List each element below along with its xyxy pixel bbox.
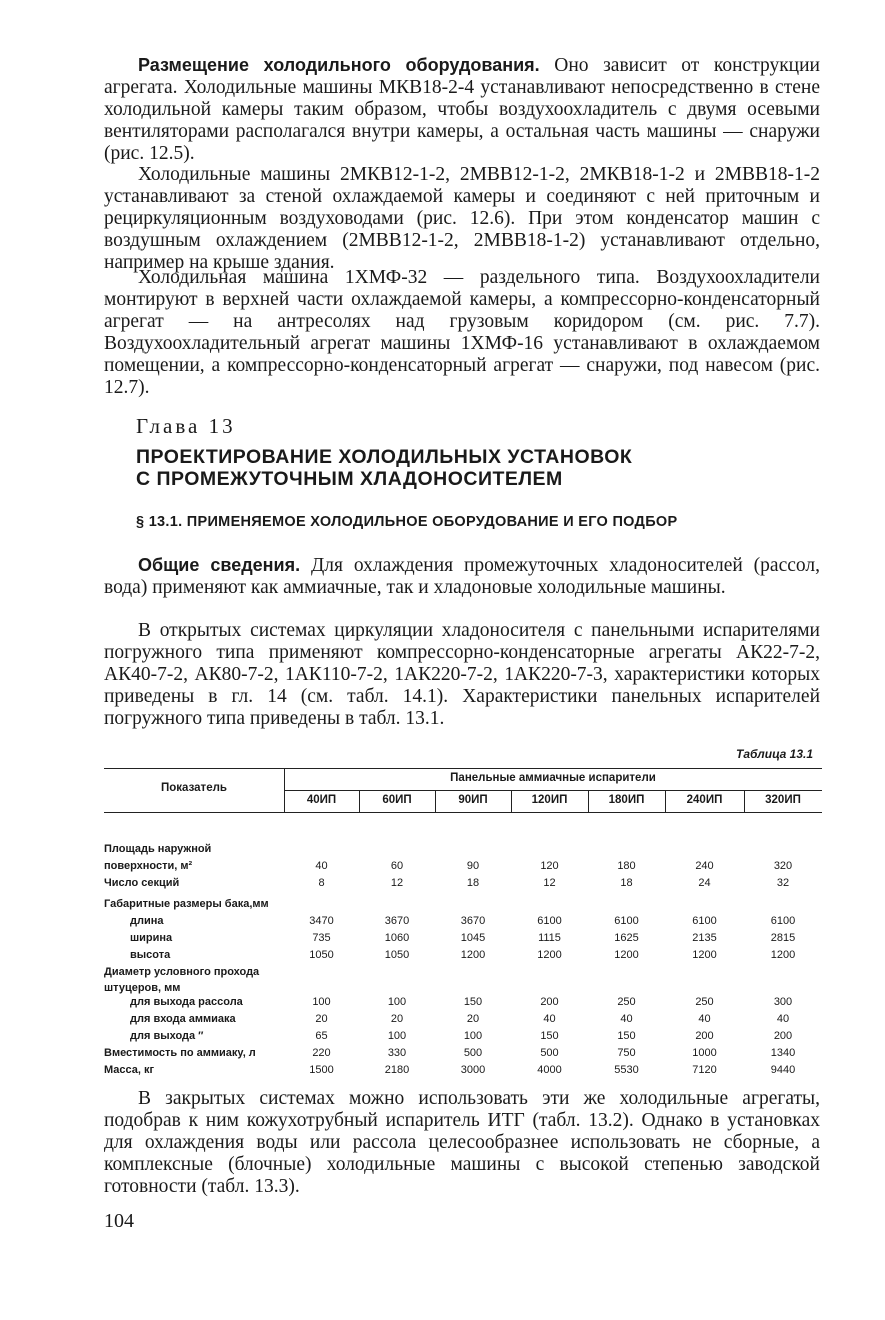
table-cell: 90	[466, 860, 480, 872]
table-cell: 1050	[384, 949, 410, 961]
table-cell: 320	[773, 860, 793, 872]
table-row-label: для выхода рассола	[130, 996, 243, 1008]
table-top-rule	[104, 768, 822, 769]
table-cell: 1200	[770, 949, 796, 961]
table-cell: 735	[312, 932, 331, 944]
table-cell: 100	[387, 996, 407, 1008]
table-row-label: Диаметр условного прохода	[104, 966, 260, 978]
table-cell: 40	[776, 1013, 790, 1025]
table-col-header: 180ИП	[608, 794, 645, 806]
table-group-header: Панельные аммиачные испарители	[450, 772, 656, 784]
table-row	[104, 1047, 822, 1064]
table-cell: 200	[540, 996, 559, 1008]
table-group-rule	[284, 790, 822, 791]
table-cell: 9440	[770, 1064, 796, 1076]
table-cell: 220	[312, 1047, 331, 1059]
table-row	[104, 915, 822, 932]
table-cell: 1200	[460, 949, 486, 961]
table-cell: 6100	[692, 915, 717, 927]
table-row	[104, 1030, 822, 1047]
table-cell: 1625	[614, 932, 639, 944]
table-cell: 3470	[309, 915, 334, 927]
table-cell: 150	[463, 996, 483, 1008]
table-cell: 3670	[460, 915, 486, 927]
paragraph-lead: Размещение холодильного оборудования.	[138, 55, 540, 75]
chapter-title	[136, 446, 836, 490]
table-cell: 12	[543, 877, 556, 889]
table-cell: 1500	[309, 1064, 334, 1076]
table-cell: 60	[390, 860, 404, 872]
paragraph-text: Оно зависит от конструкции агрегата. Холодильные машины МКВ18-2-4 устанавливают непосредственно в стене холодильной камеры таким образом, чтобы воздухоохладитель с двумя осевыми вентиляторами располагался внутри камеры, а остальная часть машины — снаружи (рис. 12.5).	[104, 55, 820, 164]
table-caption: Таблица 13.1	[736, 747, 814, 761]
table-row-label: высота	[130, 949, 171, 961]
table-cell: 120	[540, 860, 559, 872]
table-row	[104, 932, 822, 949]
table-cell: 2135	[692, 932, 717, 944]
table-cell: 20	[315, 1013, 328, 1025]
paragraph-open-systems: В открытых системах циркуляции хладоносителя с панельными испарителями погружного типа применяют компрессорно-конденсаторные агрегаты АК22-7-2, АК40-7-2, АК80-7-2, 1АК110-7-2, 1АК220-7-2, 1АК220-7-3, характеристики которых приведены в гл. 14 (см. табл. 14.1). Характеристики панельных испарителей погружного типа приведены в табл. 13.1.	[104, 620, 820, 729]
paragraph-lead: Общие сведения.	[138, 555, 301, 575]
table-cell: 1060	[384, 932, 410, 944]
table-cell: 40	[698, 1013, 711, 1025]
table-row	[104, 843, 822, 860]
paragraph-equipment-placement	[104, 54, 820, 165]
table-cell: 1340	[770, 1047, 796, 1059]
table-cell: 750	[617, 1047, 636, 1059]
table-header-bottom-rule	[104, 812, 822, 813]
table-row-label: Число секций	[104, 877, 180, 889]
table-cell: 18	[620, 877, 633, 889]
paragraph-machine-1hmf: Холодильная машина 1ХМФ-32 — раздельного типа. Воздухоохладители монтируют в верхней части охлаждаемой камеры, а компрессорно-конденсаторный агрегат — на антресолях над грузовым коридором (см. рис. 7.7). Воздухоохладительный агрегат машины 1ХМФ-16 устанавливают в охлаждаемом помещении, а компрессорно-конденсаторный агрегат — снаружи, под навесом (рис. 12.7).	[104, 267, 820, 398]
table-col-label: Показатель	[161, 782, 227, 794]
table-cell: 100	[312, 996, 331, 1008]
table-cell: 18	[466, 877, 480, 889]
table-row	[104, 996, 822, 1013]
paragraph-machines-2mkv: Холодильные машины 2МКВ12-1-2, 2МВВ12-1-2, 2МКВ18-1-2 и 2МВВ18-1-2 устанавливают за стеной охлаждаемой камеры и соединяют с ней приточным и рециркуляционным воздуховодами (рис. 12.6). При этом конденсатор машин с воздушным охлаждением (2МВВ12-1-2, 2МВВ18-1-2) устанавливают отдельно, например на крыше здания.	[104, 164, 820, 273]
paragraph-general-info	[104, 554, 820, 599]
table-cell: 40	[620, 1013, 633, 1025]
table-cell: 240	[695, 860, 714, 872]
table-row	[104, 877, 822, 894]
table-cell: 1200	[692, 949, 717, 961]
table-row-label: для выхода ″	[130, 1030, 204, 1042]
table-cell: 500	[463, 1047, 483, 1059]
table-row-label: длина	[130, 915, 164, 927]
page-number: 104	[104, 1210, 134, 1232]
table-row-label: Масса, кг	[104, 1064, 155, 1076]
table-cell: 6100	[537, 915, 562, 927]
section-title: § 13.1. ПРИМЕНЯЕМОЕ ХОЛОДИЛЬНОЕ ОБОРУДОВАНИЕ И ЕГО ПОДБОР	[136, 514, 678, 530]
table-cell: 6100	[770, 915, 796, 927]
paragraph-text: Для охлаждения промежуточных хладоносителей (рассол, вода) применяют как аммиачные, так и хладоновые холодильные машины.	[104, 555, 820, 598]
table-cell: 12	[390, 877, 404, 889]
chapter-title-line-1: ПРОЕКТИРОВАНИЕ ХОЛОДИЛЬНЫХ УСТАНОВОК	[136, 446, 633, 468]
table-col-header: 40ИП	[306, 794, 337, 806]
table-col-header: 320ИП	[765, 794, 801, 806]
table-cell: 100	[387, 1030, 407, 1042]
table-cell: 150	[540, 1030, 559, 1042]
table-cell: 1115	[538, 932, 561, 944]
table-row	[104, 860, 822, 877]
table-col-header: 60ИП	[382, 794, 412, 806]
table-row	[104, 1064, 822, 1081]
table-cell: 1200	[537, 949, 562, 961]
table-cell: 1045	[460, 932, 486, 944]
table-col-header: 120ИП	[531, 794, 568, 806]
table-cell: 330	[387, 1047, 407, 1059]
table-cell: 1050	[309, 949, 334, 961]
table-row-label: ширина	[130, 932, 173, 944]
table-cell: 7120	[692, 1064, 717, 1076]
table-cell: 500	[540, 1047, 559, 1059]
table-cell: 8	[318, 877, 325, 889]
table-cell: 4000	[537, 1064, 562, 1076]
table-cell: 24	[698, 877, 711, 889]
table-col-header: 240ИП	[686, 794, 723, 806]
table-row-label: штуцеров, мм	[104, 982, 181, 994]
table-row	[104, 1013, 822, 1030]
table-cell: 200	[695, 1030, 714, 1042]
table-cell: 300	[773, 996, 793, 1008]
table-cell: 20	[390, 1013, 404, 1025]
table-cell: 20	[466, 1013, 480, 1025]
table-cell: 6100	[614, 915, 639, 927]
table-cell: 250	[617, 996, 636, 1008]
table-cell: 150	[617, 1030, 636, 1042]
table-cell: 180	[617, 860, 636, 872]
table-cell: 1000	[692, 1047, 717, 1059]
table-cell: 2180	[384, 1064, 410, 1076]
chapter-title-line-2: С ПРОМЕЖУТОЧНЫМ ХЛАДОНОСИТЕЛЕМ	[136, 468, 563, 490]
table-cell: 3670	[384, 915, 410, 927]
table-cell: 2815	[770, 932, 796, 944]
table-cell: 40	[315, 860, 328, 872]
table-col-header: 90ИП	[458, 794, 488, 806]
table-row	[104, 966, 822, 983]
table-cell: 200	[773, 1030, 793, 1042]
table-cell: 65	[315, 1030, 328, 1042]
table-row-label: Площадь наружной	[104, 843, 212, 855]
table-cell: 40	[543, 1013, 556, 1025]
table-cell: 32	[776, 877, 790, 889]
table-row-label: для входа аммиака	[130, 1013, 236, 1025]
table-cell: 100	[463, 1030, 483, 1042]
table-cell: 1200	[614, 949, 639, 961]
table-cell: 5530	[614, 1064, 639, 1076]
table-row-label: поверхности, м²	[104, 860, 193, 872]
table-row	[104, 898, 822, 915]
chapter-label: Глава 13	[136, 414, 236, 438]
table-cell: 3000	[460, 1064, 486, 1076]
table-row-label: Вместимость по аммиаку, л	[104, 1047, 256, 1059]
table-cell: 250	[695, 996, 714, 1008]
table-row-label: Габаритные размеры бака,мм	[104, 898, 269, 910]
paragraph-closed-systems: В закрытых системах можно использовать эти же холодильные агрегаты, подобрав к ним кожухотрубный испаритель ИТГ (табл. 13.2). Однако в установках для охлаждения воды или рассола целесообразнее использовать не сборные, а комплексные (блочные) холодильные машины с высокой степенью заводской готовности (табл. 13.3).	[104, 1088, 820, 1197]
table-row	[104, 949, 822, 966]
